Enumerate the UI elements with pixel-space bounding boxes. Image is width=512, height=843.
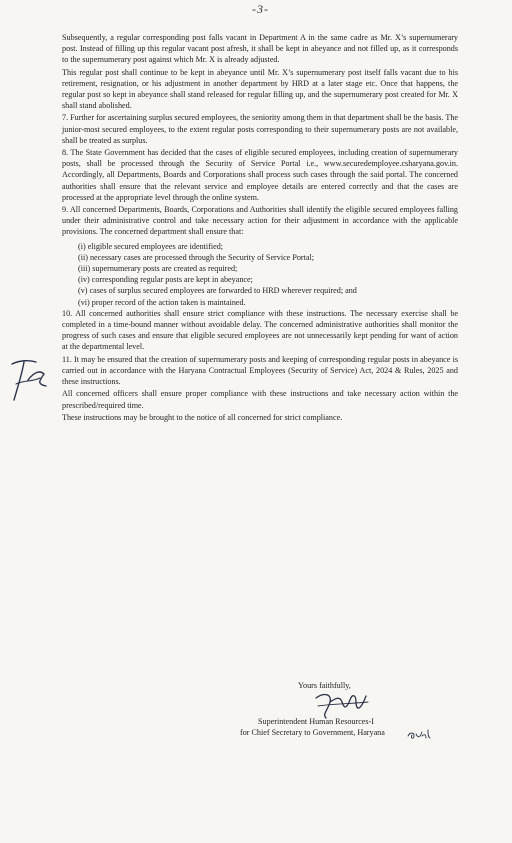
action-list: [62, 241, 458, 308]
list-item: (ii) necessary cases are processed through the Security of Service Portal;: [78, 252, 314, 262]
closing-salutation: Yours faithfully,: [298, 681, 351, 690]
paragraph-10: 10. All concerned authorities shall ensure strict compliance with these instructions. The necessary exercise shall be completed in a time-bound manner without avoidable delay. The concerned administrative authorities shall monitor the progress of such cases and ensure that eligible secured employees are not unnecessarily kept pending for want of action at the departmental level.: [62, 308, 458, 352]
paragraph-notice: These instructions may be brought to the notice of all concerned for strict compliance.: [62, 412, 343, 422]
list-item: (iv) corresponding regular posts are kept in abeyance;: [78, 275, 253, 285]
margin-initials-signature-icon: [6, 356, 50, 406]
officer-signature-icon: [312, 688, 372, 722]
list-item: (vi) proper record of the action taken is maintained.: [78, 297, 246, 307]
paragraph-11: 11. It may be ensured that the creation of supernumerary posts and keeping of corresponding regular posts in abeyance is carried out in accordance with the Haryana Contractual Employees (Security of Service) Act, 2024 & Rules, 2025 and these instructions.: [62, 354, 458, 387]
paragraph-abeyance-continue: This regular post shall continue to be kept in abeyance until Mr. X’s supernumerary post itself falls vacant due to his retirement, resignation, or his adjustment in another department by HRD at a later stage etc. Once that happens, the regular post so kept in abeyance shall stand released for regular filling up, and the supernumerary post created for Mr. X shall stand abolished.: [62, 67, 458, 111]
handwritten-note-icon: [406, 726, 432, 742]
list-item: (v) cases of surplus secured employees are forwarded to HRD wherever required; and: [78, 286, 357, 296]
paragraph-7: 7. Further for ascertaining surplus secured employees, the seniority among them in that department shall be the basis. The junior-most secured employees, to the extent regular posts corresponding to their supernumerary posts are not available, shall be treated as surplus.: [62, 113, 458, 145]
paragraph-abeyance-example: Subsequently, a regular corresponding post falls vacant in Department A in the same cadre as Mr. X’s supernumerary post. Instead of filling up this regular vacant post afresh, it shall be kept in abeyance and not filled up, as it corresponds to the supernumerary post against which Mr. X is already adjusted.: [62, 33, 458, 65]
paragraph-9: 9. All concerned Departments, Boards, Corporations and Authorities shall identify the eligible secured employees falling under their administrative control and take necessary action for their adjustment in accordance with the applicable provisions. The concerned department shall ensure that:: [62, 205, 458, 237]
list-item: (i) eligible secured employees are identified;: [78, 241, 224, 251]
document-body: [62, 32, 458, 424]
list-item: (iii) supernumerary posts are created as required;: [78, 264, 238, 274]
page-number: -3-: [252, 2, 269, 16]
signatory-designation: Superintendent Human Resources-I: [258, 716, 374, 726]
paragraph-8: 8. The State Government has decided that the cases of eligible secured employees, including creation of supernumerary posts, shall be processed through the Security of Service Portal i.e., www.securedemployee.csharyana.gov.in. Accordingly, all Departments, Boards and Corporations shall process such cases through the said portal. The concerned authorities shall ensure that the relevant service and employee details are entered correctly and that the cases are processed at the appropriate level through the online system.: [62, 148, 458, 202]
paragraph-compliance: All concerned officers shall ensure proper compliance with these instructions and take necessary action within the prescribed/required time.: [62, 389, 458, 410]
signatory-on-behalf: for Chief Secretary to Government, Haryana: [240, 728, 385, 737]
